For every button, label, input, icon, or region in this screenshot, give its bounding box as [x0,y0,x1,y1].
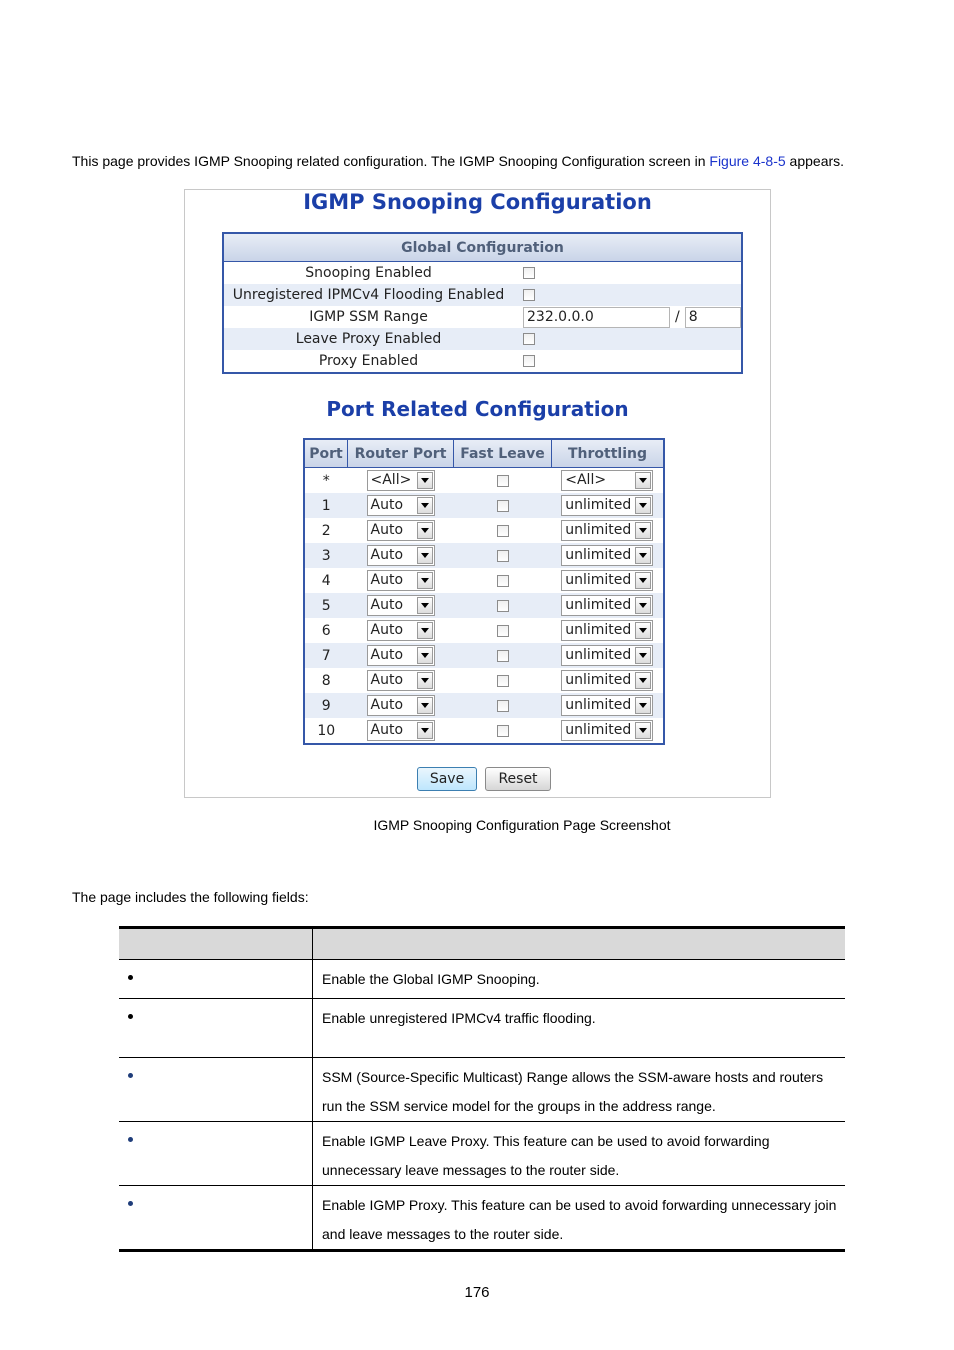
fast-leave-checkbox[interactable] [497,725,509,737]
chevron-down-icon[interactable] [417,647,433,664]
throttling-cell [552,643,665,668]
router-port-select[interactable] [367,670,435,691]
port-row [304,543,664,568]
fast-leave-cell [454,543,552,568]
global-config-row [223,306,742,328]
chevron-down-icon[interactable] [635,522,651,539]
fast-leave-cell [454,468,552,494]
global-config-row [223,262,742,285]
throttling-cell [552,543,665,568]
bullet-icon [128,1201,133,1206]
field-description: Enable IGMP Proxy. This feature can be used to avoid forwarding unnecessary join and leave messages to the router side. [313,1186,846,1251]
global-config-row [223,350,742,373]
port-number: 7 [304,643,348,668]
setting-value [513,262,742,285]
chevron-down-icon[interactable] [635,647,651,664]
router-port-select[interactable] [367,570,435,591]
chevron-down-icon[interactable] [635,497,651,514]
router-port-cell [348,618,454,643]
chevron-down-icon[interactable] [417,697,433,714]
router-port-select-value: Auto [370,647,404,663]
setting-value [513,350,742,373]
throttling-cell [552,593,665,618]
port-row [304,518,664,543]
chevron-down-icon[interactable] [417,572,433,589]
throttling-select-value: unlimited [565,547,632,563]
throttling-select[interactable] [561,520,653,541]
chevron-down-icon[interactable] [635,672,651,689]
port-row [304,593,664,618]
ssm-prefix-input[interactable]: 8 [685,307,741,328]
port-row [304,493,664,518]
port-number: 5 [304,593,348,618]
global-config-row [223,328,742,350]
throttling-select[interactable] [561,645,653,666]
setting-value [513,306,742,328]
col-port-header: Port [304,439,348,468]
ssm-separator: / [675,309,680,325]
throttling-select-value: unlimited [565,722,632,738]
throttling-select[interactable] [561,495,653,516]
fast-leave-checkbox[interactable] [497,600,509,612]
fast-leave-cell [454,668,552,693]
fast-leave-checkbox[interactable] [497,700,509,712]
throttling-select[interactable] [561,695,653,716]
chevron-down-icon[interactable] [417,497,433,514]
reset-button[interactable]: Reset [485,767,551,791]
port-row [304,618,664,643]
chevron-down-icon[interactable] [417,672,433,689]
field-object [119,1186,313,1251]
page-number: 176 [464,1284,490,1301]
global-config-header: Global Configuration [223,233,742,262]
port-number: 2 [321,522,331,539]
router-port-cell [348,643,454,668]
fast-leave-cell [454,618,552,643]
fast-leave-checkbox[interactable] [497,500,509,512]
port-number: 6 [321,622,331,639]
setting-value [513,328,742,350]
field-object [119,960,313,999]
router-port-select[interactable] [367,645,435,666]
fields-row [119,999,845,1058]
router-port-cell [348,693,454,718]
throttling-cell [552,668,665,693]
fast-leave-cell [454,593,552,618]
fields-col-object [119,928,313,960]
port-number: 8 [321,672,331,689]
field-object [119,999,313,1058]
setting-checkbox[interactable] [523,355,535,367]
router-port-select-value: Auto [370,597,404,613]
setting-checkbox[interactable] [523,289,535,301]
router-port-select[interactable] [367,495,435,516]
field-object [119,1122,313,1186]
chevron-down-icon[interactable] [417,622,433,639]
router-port-select-value: Auto [370,572,404,588]
port-number: 10 [317,722,336,739]
router-port-cell [348,518,454,543]
throttling-select-value: unlimited [565,497,632,513]
port-config-table [303,438,665,745]
chevron-down-icon[interactable] [635,697,651,714]
router-port-cell [348,593,454,618]
router-port-select-value: Auto [370,622,404,638]
fast-leave-cell [454,693,552,718]
router-port-select-value: Auto [370,547,404,563]
fast-leave-cell [454,643,552,668]
port-config-title: Port Related Configuration [326,397,629,421]
throttling-select[interactable] [561,670,653,691]
port-number: 3 [304,543,348,568]
fast-leave-cell [454,518,552,543]
router-port-select-value: Auto [370,522,404,538]
bullet-icon [128,975,133,980]
router-port-select[interactable] [367,470,435,491]
fast-leave-cell [454,493,552,518]
chevron-down-icon[interactable] [417,722,433,739]
router-port-cell [348,543,454,568]
throttling-cell [552,493,665,518]
router-port-cell [348,718,454,744]
throttling-cell [552,718,665,744]
router-port-select-value: Auto [370,497,404,513]
fields-intro: The page includes the following fields: [72,889,309,905]
fast-leave-cell [454,568,552,593]
fast-leave-checkbox[interactable] [497,550,509,562]
fast-leave-checkbox[interactable] [497,575,509,587]
field-object [119,1058,313,1122]
chevron-down-icon[interactable] [635,572,651,589]
bullet-icon [128,1014,133,1019]
field-description: Enable unregistered IPMCv4 traffic flooding. [313,999,846,1058]
chevron-down-icon[interactable] [417,597,433,614]
throttling-cell [552,568,665,593]
router-port-cell [348,468,454,494]
port-number: 4 [321,572,331,589]
bullet-icon [128,1073,133,1078]
intro-text: This page provides IGMP Snooping related configuration. The IGMP Snooping Configuration screen in [72,153,710,169]
throttling-select[interactable] [561,545,653,566]
throttling-select[interactable] [561,470,653,491]
field-description: Enable the Global IGMP Snooping. [313,960,846,999]
fast-leave-checkbox[interactable] [497,475,509,487]
setting-label: IGMP SSM Range [309,309,428,325]
port-row [304,668,664,693]
port-number: * [322,472,330,489]
port-row [304,643,664,668]
fields-row [119,1058,845,1122]
setting-label: Leave Proxy Enabled [223,328,513,350]
igmp-config-screenshot [184,189,771,798]
throttling-select-value: unlimited [565,697,632,713]
col-throttling-header: Throttling [552,439,665,468]
port-row [304,468,664,494]
fields-row [119,1122,845,1186]
fast-leave-checkbox[interactable] [497,625,509,637]
router-port-select[interactable] [367,595,435,616]
throttling-select-value: unlimited [565,597,632,613]
intro-paragraph [72,153,844,169]
router-port-cell [348,568,454,593]
port-row [304,718,664,744]
router-port-select[interactable] [367,520,435,541]
router-port-select[interactable] [367,545,435,566]
chevron-down-icon[interactable] [635,472,651,489]
chevron-down-icon[interactable] [417,522,433,539]
setting-checkbox[interactable] [523,267,535,279]
throttling-select-value: unlimited [565,647,632,663]
col-router-port-header: Router Port [348,439,454,468]
ssm-address-input[interactable]: 232.0.0.0 [523,307,670,328]
intro-text-end: appears. [785,153,845,169]
setting-checkbox[interactable] [523,333,535,345]
global-config-table [222,232,743,374]
fields-col-description [313,928,846,960]
chevron-down-icon[interactable] [635,722,651,739]
field-description: Enable IGMP Leave Proxy. This feature can be used to avoid forwarding unnecessary leave messages to the router side. [313,1122,846,1186]
throttling-select-value: unlimited [565,572,632,588]
fields-table [119,926,845,1252]
throttling-select[interactable] [561,720,653,741]
throttling-cell [552,693,665,718]
throttling-cell [552,518,665,543]
router-port-select-value: Auto [370,672,404,688]
fast-leave-cell [454,718,552,744]
chevron-down-icon[interactable] [635,597,651,614]
save-button[interactable]: Save [417,767,477,791]
throttling-select-value: unlimited [565,522,632,538]
router-port-select[interactable] [367,695,435,716]
router-port-cell [348,668,454,693]
setting-value [513,284,742,306]
port-row [304,693,664,718]
fast-leave-checkbox[interactable] [497,650,509,662]
fields-row [119,1186,845,1251]
port-row [304,568,664,593]
router-port-cell [348,493,454,518]
setting-label: Proxy Enabled [318,353,419,369]
fields-row [119,960,845,999]
throttling-select-value: unlimited [565,672,632,688]
fast-leave-checkbox[interactable] [497,525,509,537]
screenshot-title: IGMP Snooping Configuration [303,190,652,214]
col-fast-leave-header: Fast Leave [454,439,552,468]
chevron-down-icon[interactable] [417,472,433,489]
router-port-select-value: Auto [370,697,404,713]
router-port-select[interactable] [367,720,435,741]
router-port-select-value: <All> [370,472,412,488]
chevron-down-icon[interactable] [635,547,651,564]
router-port-select-value: Auto [370,722,404,738]
fast-leave-checkbox[interactable] [497,675,509,687]
throttling-select-value: <All> [565,472,607,488]
chevron-down-icon[interactable] [635,622,651,639]
throttling-cell [552,618,665,643]
figure-caption: IGMP Snooping Configuration Page Screenshot [373,817,671,833]
field-description: SSM (Source-Specific Multicast) Range allows the SSM-aware hosts and routers run the SSM service model for the groups in the address range. [313,1058,846,1122]
chevron-down-icon[interactable] [417,547,433,564]
throttling-cell [552,468,665,494]
router-port-select[interactable] [367,620,435,641]
global-config-row [223,284,742,306]
port-number: 9 [304,693,348,718]
port-number: 1 [304,493,348,518]
throttling-select[interactable] [561,620,653,641]
setting-label: Unregistered IPMCv4 Flooding Enabled [223,284,513,306]
throttling-select[interactable] [561,570,653,591]
figure-link[interactable]: Figure 4-8-5 [709,153,786,169]
setting-label: Snooping Enabled [305,265,432,281]
bullet-icon [128,1137,133,1142]
throttling-select[interactable] [561,595,653,616]
throttling-select-value: unlimited [565,622,632,638]
